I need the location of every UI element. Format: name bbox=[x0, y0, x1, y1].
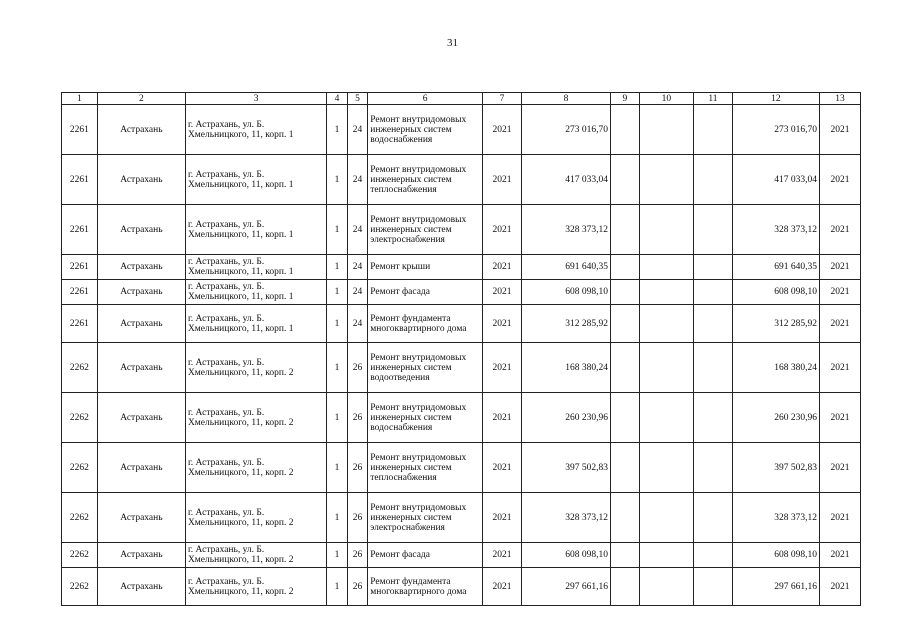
address-cell: г. Астрахань, ул. Б. Хмельницкого, 11, корп. 2 bbox=[185, 343, 326, 393]
address-cell: г. Астрахань, ул. Б. Хмельницкого, 11, корп. 2 bbox=[185, 393, 326, 443]
cost-cell: 691 640,35 bbox=[521, 255, 610, 280]
municipality-cell: Астрахань bbox=[97, 568, 185, 606]
value-col5-cell: 24 bbox=[347, 205, 367, 255]
value-col9-cell bbox=[611, 393, 640, 443]
year-cell: 2021 bbox=[482, 105, 521, 155]
year-cell: 2021 bbox=[482, 543, 521, 568]
value-col4-cell: 1 bbox=[327, 155, 347, 205]
column-header-4: 4 bbox=[327, 93, 347, 105]
value-col9-cell bbox=[611, 493, 640, 543]
work-type-cell: Ремонт крыши bbox=[368, 255, 483, 280]
value-col4-cell: 1 bbox=[327, 255, 347, 280]
work-type-cell: Ремонт внутридомовых инженерных систем электроснабжения bbox=[368, 205, 483, 255]
value-col4-cell: 1 bbox=[327, 568, 347, 606]
cost-cell: 297 661,16 bbox=[521, 568, 610, 606]
value-col10-cell bbox=[639, 393, 693, 443]
column-header-5: 5 bbox=[347, 93, 367, 105]
cost-cell: 608 098,10 bbox=[521, 543, 610, 568]
work-type-cell: Ремонт внутридомовых инженерных систем теплоснабжения bbox=[368, 155, 483, 205]
address-cell: г. Астрахань, ул. Б. Хмельницкого, 11, корп. 1 bbox=[185, 205, 326, 255]
total-cost-cell: 608 098,10 bbox=[732, 280, 819, 305]
value-col9-cell bbox=[611, 568, 640, 606]
table-row bbox=[62, 255, 861, 280]
value-col11-cell bbox=[693, 280, 732, 305]
total-cost-cell: 608 098,10 bbox=[732, 543, 819, 568]
municipality-cell: Астрахань bbox=[97, 105, 185, 155]
record-id-cell: 2261 bbox=[62, 305, 98, 343]
address-cell: г. Астрахань, ул. Б. Хмельницкого, 11, корп. 1 bbox=[185, 155, 326, 205]
completion-year-cell: 2021 bbox=[819, 343, 860, 393]
value-col11-cell bbox=[693, 305, 732, 343]
total-cost-cell: 691 640,35 bbox=[732, 255, 819, 280]
address-cell: г. Астрахань, ул. Б. Хмельницкого, 11, корп. 1 bbox=[185, 255, 326, 280]
value-col9-cell bbox=[611, 255, 640, 280]
value-col5-cell: 26 bbox=[347, 393, 367, 443]
value-col9-cell bbox=[611, 205, 640, 255]
value-col9-cell bbox=[611, 280, 640, 305]
column-header-12: 12 bbox=[732, 93, 819, 105]
cost-cell: 328 373,12 bbox=[521, 205, 610, 255]
value-col9-cell bbox=[611, 543, 640, 568]
value-col10-cell bbox=[639, 543, 693, 568]
total-cost-cell: 297 661,16 bbox=[732, 568, 819, 606]
value-col11-cell bbox=[693, 443, 732, 493]
value-col9-cell bbox=[611, 155, 640, 205]
year-cell: 2021 bbox=[482, 280, 521, 305]
value-col11-cell bbox=[693, 255, 732, 280]
value-col5-cell: 26 bbox=[347, 443, 367, 493]
table-row bbox=[62, 205, 861, 255]
value-col5-cell: 24 bbox=[347, 155, 367, 205]
municipality-cell: Астрахань bbox=[97, 155, 185, 205]
year-cell: 2021 bbox=[482, 255, 521, 280]
column-header-10: 10 bbox=[639, 93, 693, 105]
record-id-cell: 2262 bbox=[62, 543, 98, 568]
value-col5-cell: 24 bbox=[347, 105, 367, 155]
municipality-cell: Астрахань bbox=[97, 493, 185, 543]
value-col10-cell bbox=[639, 493, 693, 543]
cost-cell: 260 230,96 bbox=[521, 393, 610, 443]
value-col5-cell: 26 bbox=[347, 568, 367, 606]
table-row bbox=[62, 305, 861, 343]
total-cost-cell: 273 016,70 bbox=[732, 105, 819, 155]
column-header-7: 7 bbox=[482, 93, 521, 105]
record-id-cell: 2262 bbox=[62, 393, 98, 443]
table-row bbox=[62, 155, 861, 205]
year-cell: 2021 bbox=[482, 343, 521, 393]
address-cell: г. Астрахань, ул. Б. Хмельницкого, 11, корп. 1 bbox=[185, 305, 326, 343]
work-type-cell: Ремонт внутридомовых инженерных систем теплоснабжения bbox=[368, 443, 483, 493]
value-col5-cell: 24 bbox=[347, 280, 367, 305]
value-col10-cell bbox=[639, 105, 693, 155]
value-col4-cell: 1 bbox=[327, 343, 347, 393]
municipality-cell: Астрахань bbox=[97, 205, 185, 255]
table-row bbox=[62, 443, 861, 493]
column-header-13: 13 bbox=[819, 93, 860, 105]
value-col5-cell: 24 bbox=[347, 305, 367, 343]
column-header-1: 1 bbox=[62, 93, 98, 105]
address-cell: г. Астрахань, ул. Б. Хмельницкого, 11, корп. 2 bbox=[185, 493, 326, 543]
value-col11-cell bbox=[693, 543, 732, 568]
value-col11-cell bbox=[693, 155, 732, 205]
record-id-cell: 2261 bbox=[62, 255, 98, 280]
value-col11-cell bbox=[693, 205, 732, 255]
table-row bbox=[62, 493, 861, 543]
cost-cell: 397 502,83 bbox=[521, 443, 610, 493]
completion-year-cell: 2021 bbox=[819, 255, 860, 280]
completion-year-cell: 2021 bbox=[819, 105, 860, 155]
record-id-cell: 2261 bbox=[62, 205, 98, 255]
value-col10-cell bbox=[639, 280, 693, 305]
municipality-cell: Астрахань bbox=[97, 393, 185, 443]
table-row bbox=[62, 393, 861, 443]
municipality-cell: Астрахань bbox=[97, 280, 185, 305]
record-id-cell: 2262 bbox=[62, 343, 98, 393]
value-col10-cell bbox=[639, 343, 693, 393]
work-type-cell: Ремонт фундамента многоквартирного дома bbox=[368, 305, 483, 343]
record-id-cell: 2261 bbox=[62, 105, 98, 155]
municipality-cell: Астрахань bbox=[97, 305, 185, 343]
value-col11-cell bbox=[693, 568, 732, 606]
completion-year-cell: 2021 bbox=[819, 543, 860, 568]
total-cost-cell: 328 373,12 bbox=[732, 493, 819, 543]
total-cost-cell: 417 033,04 bbox=[732, 155, 819, 205]
column-header-3: 3 bbox=[185, 93, 326, 105]
column-header-2: 2 bbox=[97, 93, 185, 105]
address-cell: г. Астрахань, ул. Б. Хмельницкого, 11, корп. 2 bbox=[185, 543, 326, 568]
municipality-cell: Астрахань bbox=[97, 543, 185, 568]
value-col5-cell: 24 bbox=[347, 255, 367, 280]
completion-year-cell: 2021 bbox=[819, 443, 860, 493]
value-col10-cell bbox=[639, 205, 693, 255]
value-col10-cell bbox=[639, 155, 693, 205]
work-type-cell: Ремонт внутридомовых инженерных систем водоотведения bbox=[368, 343, 483, 393]
value-col5-cell: 26 bbox=[347, 493, 367, 543]
completion-year-cell: 2021 bbox=[819, 305, 860, 343]
work-type-cell: Ремонт внутридомовых инженерных систем электроснабжения bbox=[368, 493, 483, 543]
page-number: 31 bbox=[447, 37, 458, 49]
year-cell: 2021 bbox=[482, 155, 521, 205]
value-col10-cell bbox=[639, 305, 693, 343]
year-cell: 2021 bbox=[482, 305, 521, 343]
value-col10-cell bbox=[639, 255, 693, 280]
value-col4-cell: 1 bbox=[327, 393, 347, 443]
work-type-cell: Ремонт внутридомовых инженерных систем водоснабжения bbox=[368, 105, 483, 155]
value-col9-cell bbox=[611, 305, 640, 343]
value-col10-cell bbox=[639, 568, 693, 606]
value-col11-cell bbox=[693, 493, 732, 543]
completion-year-cell: 2021 bbox=[819, 280, 860, 305]
address-cell: г. Астрахань, ул. Б. Хмельницкого, 11, корп. 1 bbox=[185, 280, 326, 305]
cost-cell: 168 380,24 bbox=[521, 343, 610, 393]
address-cell: г. Астрахань, ул. Б. Хмельницкого, 11, корп. 1 bbox=[185, 105, 326, 155]
value-col9-cell bbox=[611, 343, 640, 393]
total-cost-cell: 260 230,96 bbox=[732, 393, 819, 443]
municipality-cell: Астрахань bbox=[97, 255, 185, 280]
municipality-cell: Астрахань bbox=[97, 343, 185, 393]
value-col9-cell bbox=[611, 443, 640, 493]
record-id-cell: 2261 bbox=[62, 280, 98, 305]
work-type-cell: Ремонт внутридомовых инженерных систем водоснабжения bbox=[368, 393, 483, 443]
column-header-9: 9 bbox=[611, 93, 640, 105]
completion-year-cell: 2021 bbox=[819, 568, 860, 606]
cost-cell: 273 016,70 bbox=[521, 105, 610, 155]
cost-cell: 417 033,04 bbox=[521, 155, 610, 205]
year-cell: 2021 bbox=[482, 568, 521, 606]
table-row bbox=[62, 280, 861, 305]
address-cell: г. Астрахань, ул. Б. Хмельницкого, 11, корп. 2 bbox=[185, 443, 326, 493]
value-col11-cell bbox=[693, 105, 732, 155]
total-cost-cell: 397 502,83 bbox=[732, 443, 819, 493]
record-id-cell: 2262 bbox=[62, 493, 98, 543]
completion-year-cell: 2021 bbox=[819, 393, 860, 443]
record-id-cell: 2262 bbox=[62, 443, 98, 493]
total-cost-cell: 312 285,92 bbox=[732, 305, 819, 343]
total-cost-cell: 328 373,12 bbox=[732, 205, 819, 255]
work-type-cell: Ремонт фасада bbox=[368, 543, 483, 568]
value-col4-cell: 1 bbox=[327, 493, 347, 543]
work-type-cell: Ремонт фундамента многоквартирного дома bbox=[368, 568, 483, 606]
value-col4-cell: 1 bbox=[327, 543, 347, 568]
completion-year-cell: 2021 bbox=[819, 493, 860, 543]
column-header-8: 8 bbox=[521, 93, 610, 105]
total-cost-cell: 168 380,24 bbox=[732, 343, 819, 393]
year-cell: 2021 bbox=[482, 393, 521, 443]
value-col10-cell bbox=[639, 443, 693, 493]
table-row bbox=[62, 343, 861, 393]
table-body bbox=[62, 105, 861, 606]
year-cell: 2021 bbox=[482, 443, 521, 493]
column-header-11: 11 bbox=[693, 93, 732, 105]
cost-cell: 608 098,10 bbox=[521, 280, 610, 305]
work-type-cell: Ремонт фасада bbox=[368, 280, 483, 305]
value-col4-cell: 1 bbox=[327, 105, 347, 155]
repair-program-table bbox=[61, 92, 861, 606]
value-col4-cell: 1 bbox=[327, 443, 347, 493]
record-id-cell: 2261 bbox=[62, 155, 98, 205]
table-row bbox=[62, 543, 861, 568]
value-col5-cell: 26 bbox=[347, 543, 367, 568]
municipality-cell: Астрахань bbox=[97, 443, 185, 493]
year-cell: 2021 bbox=[482, 205, 521, 255]
value-col9-cell bbox=[611, 105, 640, 155]
address-cell: г. Астрахань, ул. Б. Хмельницкого, 11, корп. 2 bbox=[185, 568, 326, 606]
value-col4-cell: 1 bbox=[327, 280, 347, 305]
table-row bbox=[62, 105, 861, 155]
table-row bbox=[62, 568, 861, 606]
value-col4-cell: 1 bbox=[327, 305, 347, 343]
value-col5-cell: 26 bbox=[347, 343, 367, 393]
completion-year-cell: 2021 bbox=[819, 205, 860, 255]
record-id-cell: 2262 bbox=[62, 568, 98, 606]
column-header-6: 6 bbox=[368, 93, 483, 105]
year-cell: 2021 bbox=[482, 493, 521, 543]
cost-cell: 312 285,92 bbox=[521, 305, 610, 343]
completion-year-cell: 2021 bbox=[819, 155, 860, 205]
value-col4-cell: 1 bbox=[327, 205, 347, 255]
value-col11-cell bbox=[693, 393, 732, 443]
column-number-row bbox=[62, 93, 861, 105]
cost-cell: 328 373,12 bbox=[521, 493, 610, 543]
value-col11-cell bbox=[693, 343, 732, 393]
